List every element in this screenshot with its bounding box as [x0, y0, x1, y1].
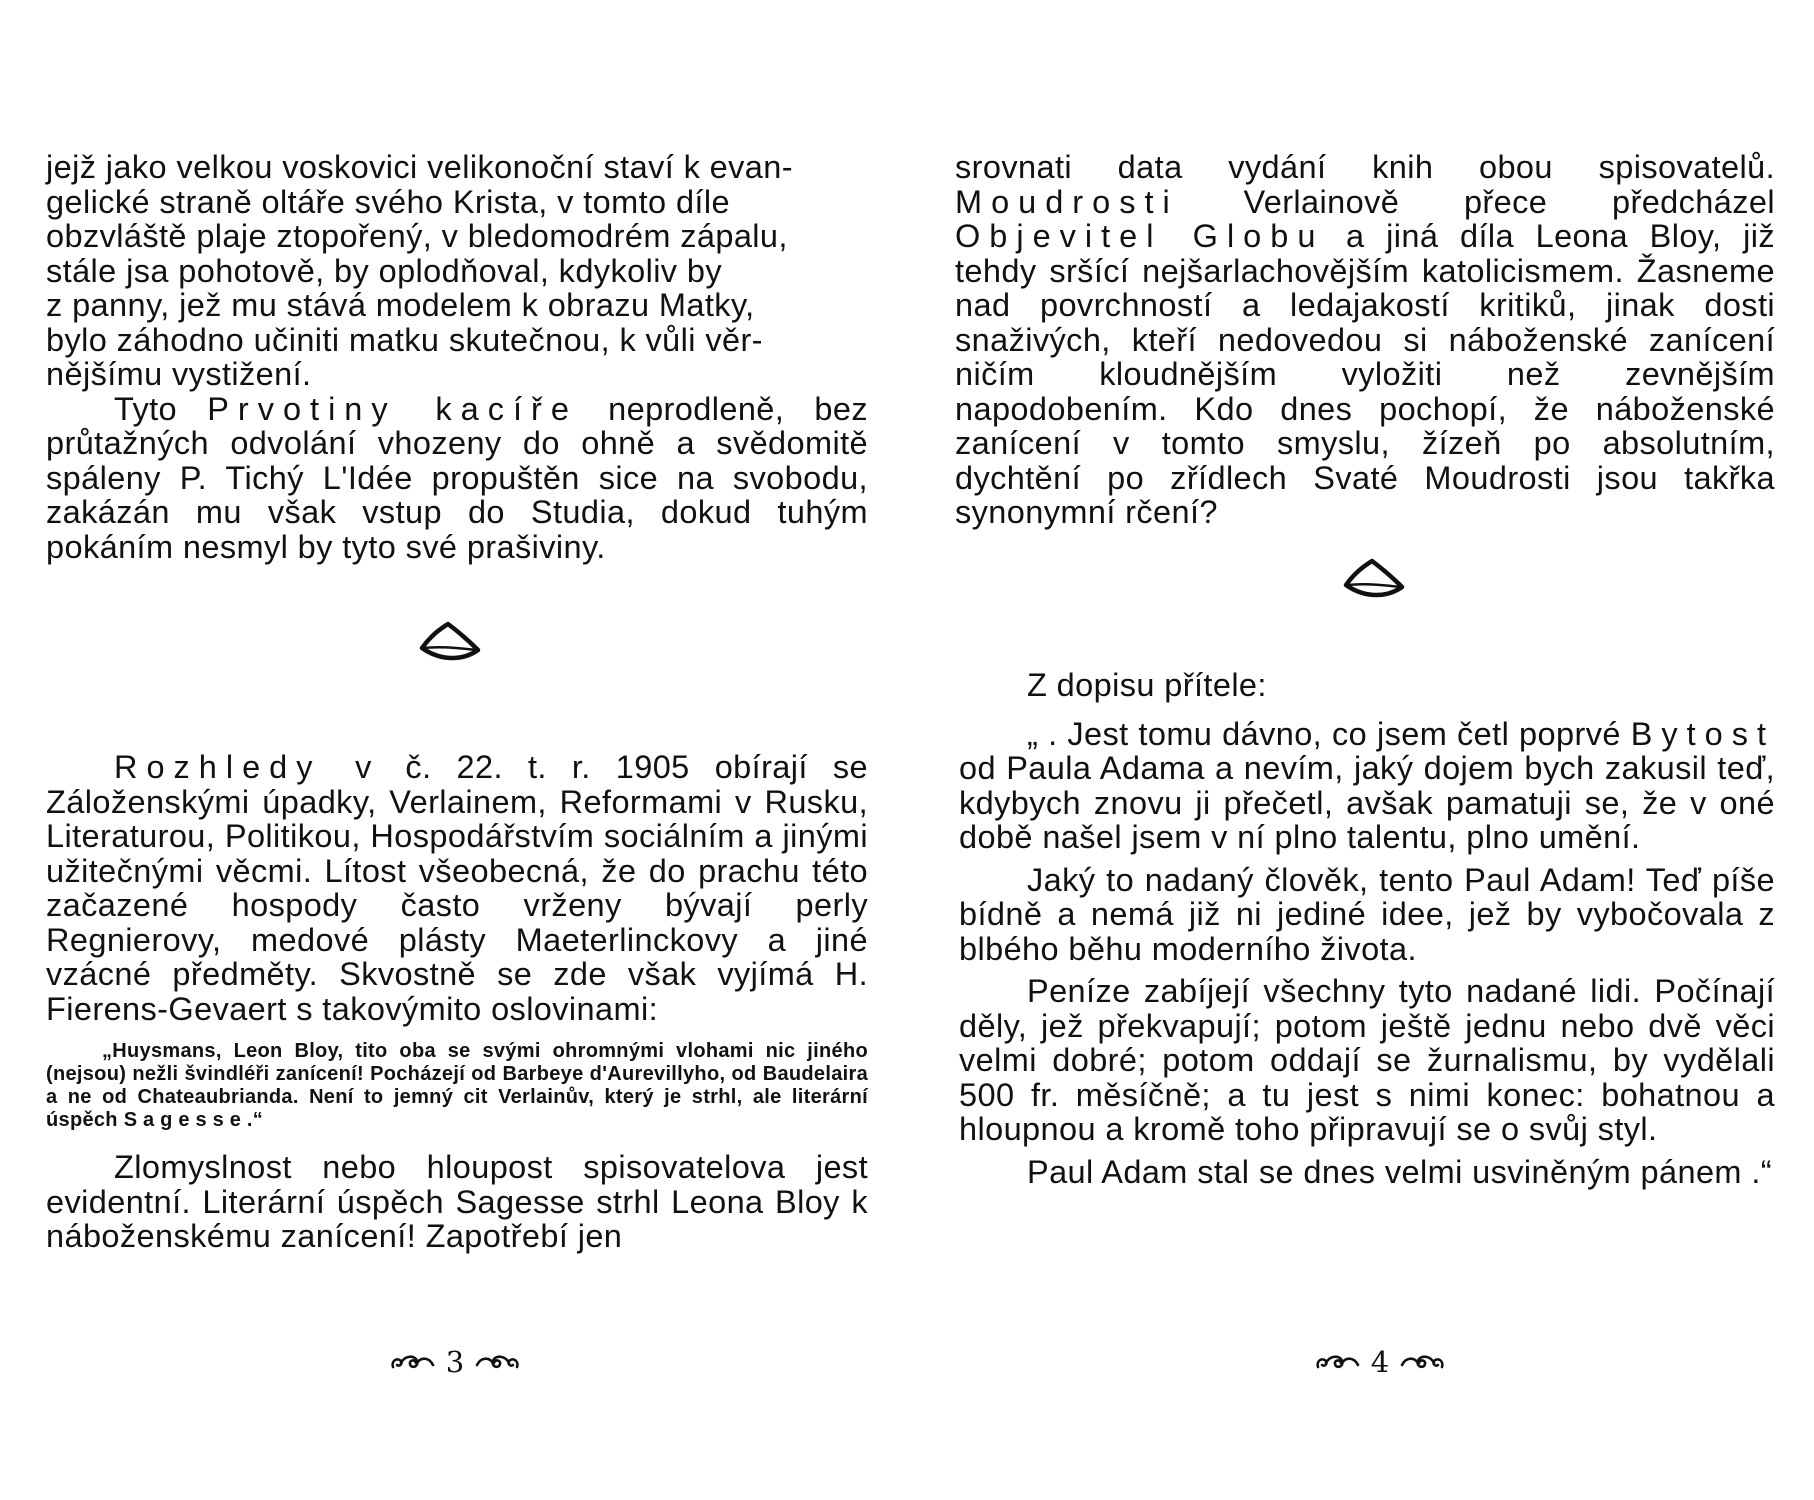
line: obzvláště plaje ztopořený, v bledomodrém zápalu,: [46, 218, 788, 254]
line: z panny, jež mu stává modelem k obrazu Matky,: [46, 287, 755, 323]
rozhledy-paragraph: [46, 750, 868, 1026]
letter-paragraph: [959, 717, 1775, 855]
zlomyslnost-paragraph: Zlomyslnost nebo hloupost spisovatelova jest evidentní. Literární úspěch Sagesse strhl Leona Bloy k náboženskému zanícení! Zapotřebí jen: [46, 1149, 868, 1254]
left-bottom-text: [46, 750, 868, 1254]
opening-paragraph: [46, 150, 868, 392]
para-text: „ . Jest tomu dávno, co jsem četl poprvé: [1027, 715, 1631, 752]
letter-paragraph: Jaký to nadaný člověk, tento Paul Adam! Teď píše bídně a nemá již ni jediné idee, jež by vybočovala z blbého běhu moderního života.: [959, 861, 1775, 967]
right-top-text: [955, 150, 1775, 530]
letter-heading: Z dopisu přítele:: [1027, 667, 1267, 703]
spaced-title: Objevitel Globu: [955, 218, 1325, 254]
page-number-footer: [370, 1342, 540, 1382]
line: jejž jako velkou voskovici velikonoční staví k evan-: [46, 149, 793, 185]
page-number: 3: [445, 1345, 465, 1379]
line: nějšímu vystižení.: [46, 356, 312, 392]
line: bylo záhodno učiniti matku skutečnou, k vůli věr-: [46, 321, 763, 358]
swirl-left-icon: [389, 1351, 437, 1373]
swirl-right-icon: [1398, 1351, 1446, 1373]
quote-end: .“: [246, 1109, 264, 1131]
pointed-dome-ornament-icon: [1342, 557, 1406, 603]
page-number: 4: [1370, 1345, 1390, 1379]
spaced-title: Prvotiny kacíře: [207, 390, 578, 427]
quote-text: „Huysmans, Leon Bloy, tito oba se svými ohromnými vlohami nic jiného (nejsou) nežli švindléři zanícení! Pocházejí od Barbeye d'Aurevillyho, od Baudelaira a ne od Chateaubrianda. Není to jemný cit Verlainův, který je strhl, ale literární úspěch: [46, 1040, 868, 1131]
para-text: srovnati data vydání knih obou spisovatelů.: [955, 149, 1775, 185]
left-top-text: [46, 150, 868, 564]
block-quote: [46, 1040, 868, 1132]
para-text: č. 22. t. r. 1905 obírají se Záloženskými úpadky, Verlainem, Reformami v Rusku, Literaturou, Politikou, Hospodářstvím sociálním a jinými užitečnými věcmi. Lítost všeobecná, že do prachu této začazené hospody často vrženy bývají perly Regnierovy, medové plásty Maeterlinckovy a jiné vzácné předměty. Skvostně se zde však vyjímá H. Fierens-Gevaert s takovýmito oslovinami:: [46, 749, 868, 1027]
page-number-footer: [1295, 1342, 1465, 1382]
para-text: od Paula Adama a nevím, jaký dojem bych zakusil teď, kdybych znovu ji přečetl, avšak pamatuji se, že v oné době našel jsem v ní plno talentu, plno umění.: [959, 750, 1775, 855]
right-page: [907, 0, 1814, 1500]
letter-paragraph: Peníze zabíjejí všechny tyto nadané lidi. Počínají děly, jež překvapují; potom ještě jednu nebo dvě věci velmi dobré; potom oddají se žurnalismu, by vydělali 500 fr. měsíčně; a tu jest s nimi konec: bohatnou a hloupnou a kromě toho připravují se o svůj styl.: [959, 973, 1775, 1147]
quote-spaced-title: Sagesse: [123, 1109, 247, 1131]
spaced-title: Bytost: [1630, 715, 1775, 752]
right-bottom-text: [959, 668, 1775, 1189]
line: gelické straně oltáře svého Krista, v tomto díle: [46, 183, 730, 220]
para-text: Verlainově přece předcházel: [1178, 183, 1775, 220]
swirl-left-icon: [1314, 1351, 1362, 1373]
letter-paragraph: Paul Adam stal se dnes velmi usviněným pánem .“: [1027, 1153, 1772, 1190]
para-text: Tyto: [114, 390, 208, 427]
swirl-right-icon: [473, 1351, 521, 1373]
spaced-title: Rozhledy v: [114, 749, 381, 785]
para-text: a jiná díla Leona Bloy, již tehdy sršící nejšarlachovějším katolicismem. Žasneme nad povrchností a ledajakostí kritiků, jinak dosti snaživých, kteří nedovedou si náboženské zanícení ničím kloudnějším vyložiti než zevnějším napodobením. Kdo dnes pochopí, že náboženské zanícení v tomto smyslu, žízeň po absolutním, dychtění po zřídlech Svaté Moudrosti jsou takřka synonymní rčení?: [955, 218, 1775, 530]
continuation-paragraph: [955, 150, 1775, 530]
prvotiny-paragraph: [46, 392, 868, 565]
pointed-dome-ornament-icon: [418, 620, 482, 666]
line: stále jsa pohotově, by oplodňoval, kdykoliv by: [46, 252, 723, 289]
para-text: neprodleně, bez průtažných odvolání vhozeny do ohně a svědomitě spáleny P. Tichý L'Idée propuštěn sice na svobodu, zakázán mu však vstup do Studia, dokud tuhým pokáním nesmyl by tyto své prašiviny.: [46, 390, 868, 565]
spaced-title: Moudrosti: [955, 183, 1179, 220]
